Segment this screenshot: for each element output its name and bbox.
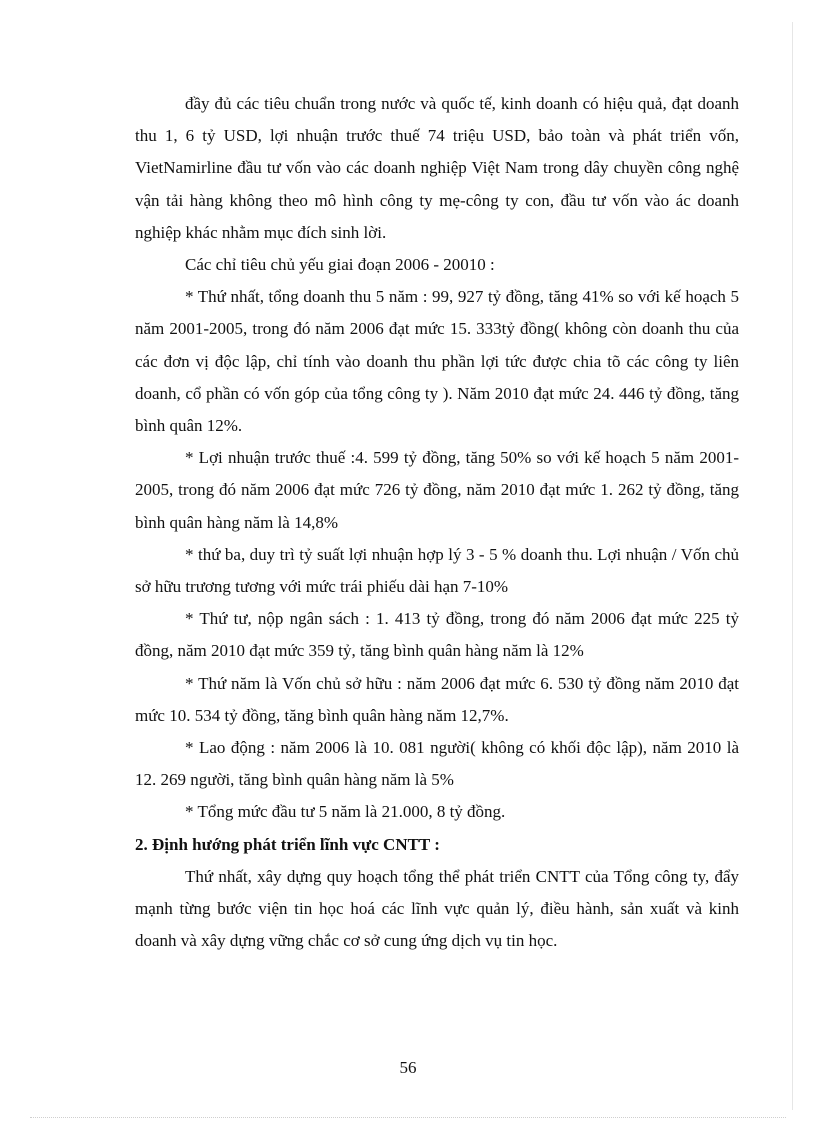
paragraph-profit: * Lợi nhuận trước thuế :4. 599 tỷ đồng, tăng 50% so với kế hoạch 5 năm 2001-2005, trong đó năm 2006 đạt mức 726 tỷ đồng, năm 2010 đạt mức 1. 262 tỷ đồng, tăng bình quân hàng năm là 14,8% bbox=[135, 448, 739, 532]
section-heading: 2. Định hướng phát triển lĩnh vực CNTT : bbox=[135, 834, 440, 854]
page-number: 56 bbox=[399, 1058, 417, 1077]
paragraph-revenue: * Thứ nhất, tổng doanh thu 5 năm : 99, 927 tỷ đồng, tăng 41% so với kế hoạch 5 năm 2001-2005, trong đó năm 2006 đạt mức 15. 333tỷ đồng( không còn doanh thu của các đơn vị độc lập, chỉ tính vào doanh thu phần lợi tức được chia tõ các công ty liên doanh, cổ phần có vốn góp của tổng công ty ). Năm 2010 đạt mức 24. 446 tỷ đồng, tăng bình quân 12%. bbox=[135, 287, 739, 436]
paragraph-equity: * Thứ năm là Vốn chủ sở hữu : năm 2006 đạt mức 6. 530 tỷ đồng năm 2010 đạt mức 10. 534 tỷ đồng, tăng bình quân hàng năm 12,7%. bbox=[135, 673, 739, 725]
paragraph-investment: * Tổng mức đầu tư 5 năm là 21.000, 8 tỷ đồng. bbox=[185, 802, 506, 822]
paragraph-profit-rate: * thứ ba, duy trì tỷ suất lợi nhuận hợp lý 3 - 5 % doanh thu. Lợi nhuận / Vốn chủ sở hữu trương tương với mức trái phiếu dài hạn 7-10% bbox=[135, 544, 739, 597]
page-bottom-divider bbox=[30, 1117, 786, 1118]
paragraph-it-orientation: Thứ nhất, xây dựng quy hoạch tổng thể phát triển CNTT của Tổng công ty, đẩy mạnh từng bước viện tin học hoá các lĩnh vực quản lý, điều hành, sản xuất và kinh doanh và xây dựng vững chắc cơ sở cung ứng dịch vụ tin học. bbox=[135, 866, 739, 951]
paragraph-budget: * Thứ tư, nộp ngân sách : 1. 413 tỷ đồng, trong đó năm 2006 đạt mức 225 tỷ đồng, năm 2010 đạt mức 359 tỷ, tăng bình quân hàng năm là 12% bbox=[135, 609, 739, 661]
paragraph-targets-title: Các chỉ tiêu chủ yếu giai đoạn 2006 - 20010 : bbox=[185, 255, 495, 275]
paragraph-intro: đầy đủ các tiêu chuẩn trong nước và quốc tế, kinh doanh có hiệu quả, đạt doanh thu 1, 6 tỷ USD, lợi nhuận trước thuế 74 triệu USD, bảo toàn và phát triển vốn, VietNamirline đầu tư vốn vào các doanh nghiệp Việt Nam trong dây chuyền công nghệ vận tải hàng không theo mô hình công ty mẹ-công ty con, đầu tư vốn vào ác doanh nghiệp khác nhằm mục đích sinh lời. bbox=[135, 94, 739, 242]
document-body bbox=[135, 88, 739, 957]
paragraph-labor: * Lao động : năm 2006 là 10. 081 người( không có khối độc lập), năm 2010 là 12. 269 người, tăng bình quân hàng năm là 5% bbox=[135, 738, 739, 790]
